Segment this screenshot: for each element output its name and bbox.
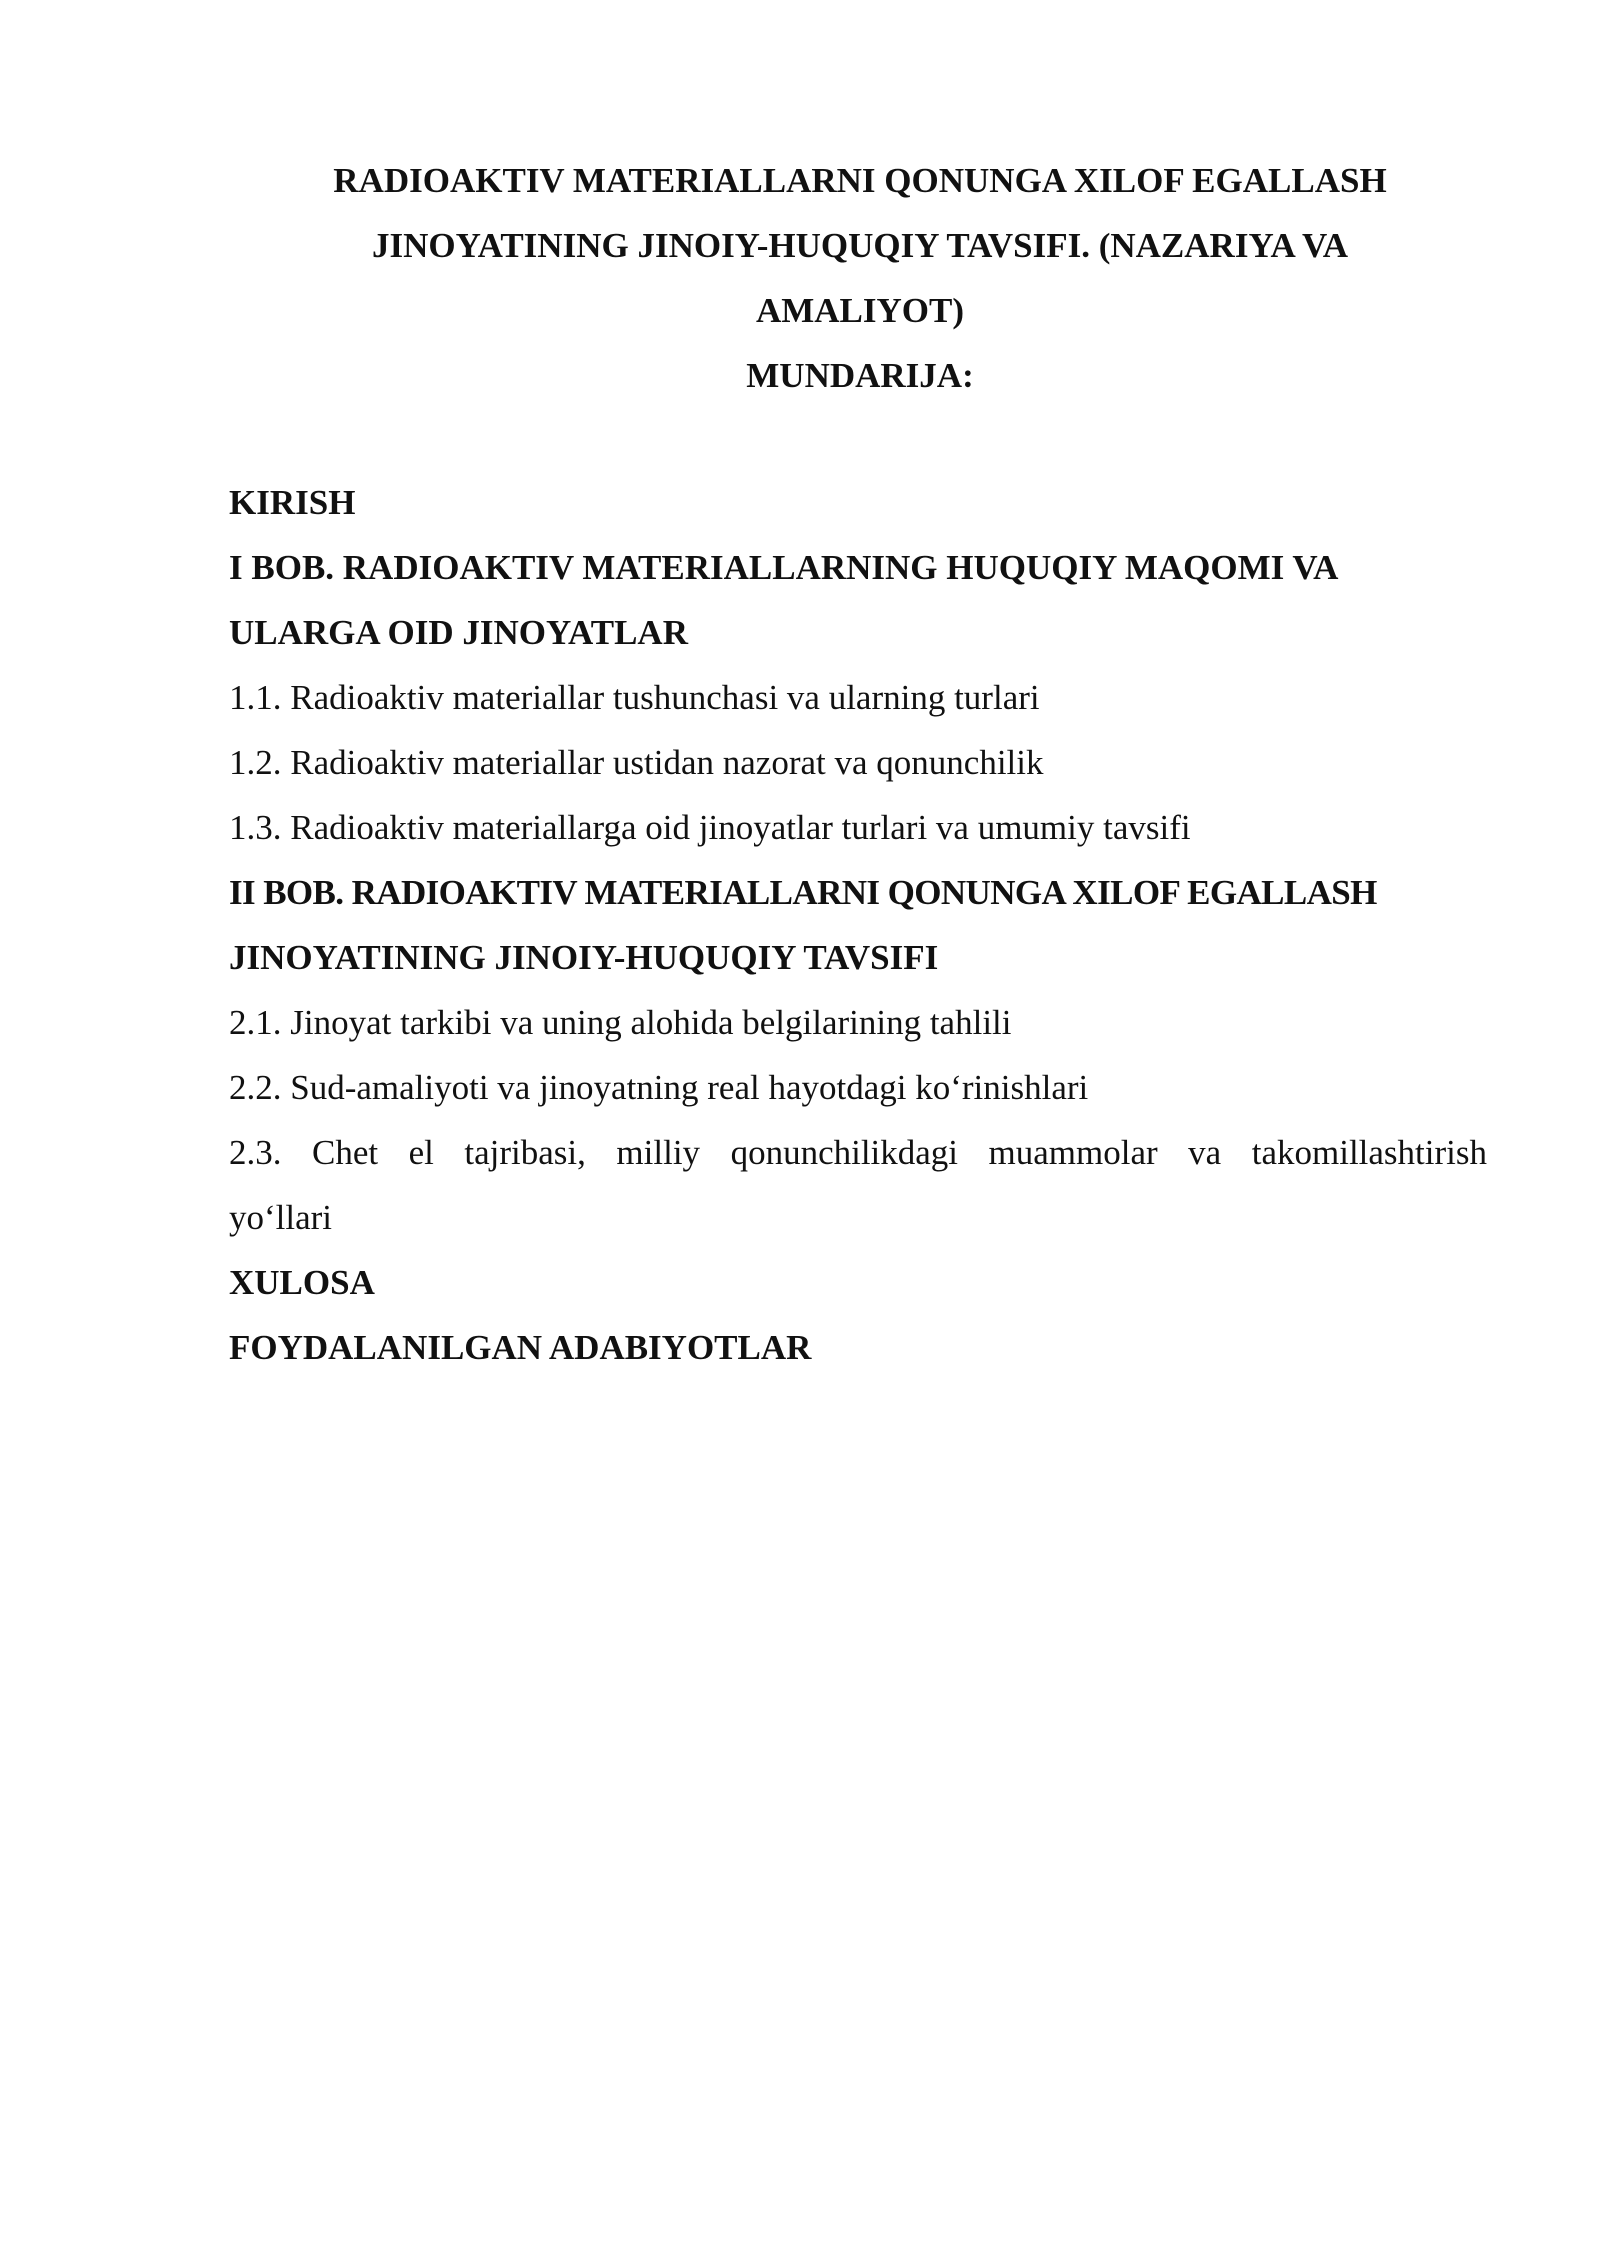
toc-section-2-2: 2.2. Sud-amaliyoti va jinoyatning real hayotdagi ko‘rinishlari xyxy=(229,1068,1089,1107)
toc-section-1-1: 1.1. Radioaktiv materiallar tushunchasi va ularning turlari xyxy=(229,678,1040,717)
toc-chapter-2-line-1: II BOB. RADIOAKTIV MATERIALLARNI QONUNGA XILOF EGALLASH xyxy=(229,873,1377,912)
toc-section-2-1: 2.1. Jinoyat tarkibi va uning alohida belgilarining tahlili xyxy=(229,1003,1012,1042)
toc-section-2-3-line-2: yo‘llari xyxy=(229,1198,333,1237)
toc-references: FOYDALANILGAN ADABIYOTLAR xyxy=(229,1328,812,1367)
contents-heading: MUNDARIJA: xyxy=(746,356,974,395)
title-line-3: AMALIYOT) xyxy=(755,291,965,330)
title-line-2: JINOYATINING JINOIY-HUQUQIY TAVSIFI. (NAZARIYA VA xyxy=(371,226,1349,265)
document-title xyxy=(270,148,1450,408)
toc-section-2-3-line-1: 2.3. Chet el tajribasi, milliy qonunchilikdagi muammolar va takomillashtirish xyxy=(229,1133,1487,1172)
toc-chapter-2-line-2: JINOYATINING JINOIY-HUQUQIY TAVSIFI xyxy=(229,938,939,977)
title-line-1: RADIOAKTIV MATERIALLARNI QONUNGA XILOF EGALLASH xyxy=(333,161,1387,200)
toc-chapter-1-line-1: I BOB. RADIOAKTIV MATERIALLARNING HUQUQIY MAQOMI VA xyxy=(229,548,1339,587)
toc-intro: KIRISH xyxy=(229,483,356,522)
table-of-contents xyxy=(229,470,1487,1380)
toc-conclusion: XULOSA xyxy=(229,1263,375,1302)
toc-chapter-1-line-2: ULARGA OID JINOYATLAR xyxy=(229,613,688,652)
toc-section-1-2: 1.2. Radioaktiv materiallar ustidan nazorat va qonunchilik xyxy=(229,743,1044,782)
toc-section-1-3: 1.3. Radioaktiv materiallarga oid jinoyatlar turlari va umumiy tavsifi xyxy=(229,808,1191,847)
